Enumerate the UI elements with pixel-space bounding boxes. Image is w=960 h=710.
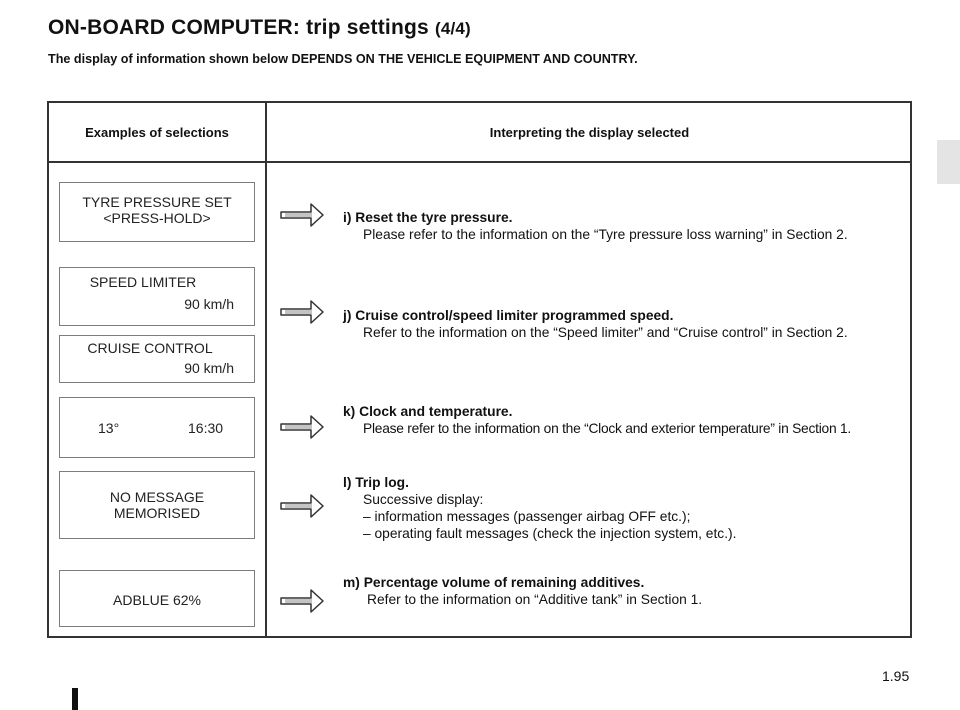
description-line: Please refer to the information on the “Tyre pressure loss warning” in Section 2. — [363, 227, 848, 242]
screen-value: 90 km/h — [184, 360, 234, 376]
description-heading: l) Trip log. — [343, 475, 409, 490]
arrow-right-icon — [279, 491, 325, 521]
column-header-interpretation: Interpreting the display selected — [489, 125, 690, 140]
column-header-selections: Examples of selections — [85, 125, 229, 140]
page-subtitle: The display of information shown below DEPENDS ON THE VEHICLE EQUIPMENT AND COUNTRY. — [48, 52, 638, 66]
display-adblue — [59, 570, 255, 627]
screen-line: SPEED LIMITER — [89, 274, 197, 290]
description-m — [343, 574, 702, 608]
screen-line: <PRESS-HOLD> — [103, 210, 211, 226]
description-line: Refer to the information on “Additive tank” in Section 1. — [367, 592, 703, 607]
arrow-right-icon — [279, 586, 325, 616]
description-heading: i) Reset the tyre pressure. — [343, 210, 513, 225]
arrow-right-icon — [279, 200, 325, 230]
arrow-right-icon — [279, 297, 325, 327]
arrow-right-icon — [279, 412, 325, 442]
display-clock-temperature — [59, 397, 255, 458]
description-line: Refer to the information on the “Speed limiter” and “Cruise control” in Section 2. — [363, 325, 848, 340]
screen-temperature: 13° — [98, 420, 120, 436]
description-j — [343, 307, 848, 341]
title-text: ON-BOARD COMPUTER: trip settings — [48, 16, 429, 39]
screen-line: CRUISE CONTROL — [87, 340, 213, 356]
description-line: Successive display: — [363, 492, 484, 507]
page-number: 1.95 — [882, 668, 910, 684]
section-side-tab — [937, 140, 960, 184]
title-part: (4/4) — [434, 19, 471, 38]
screen-line: ADBLUE 62% — [113, 592, 201, 608]
description-i — [343, 209, 848, 243]
description-line: – operating fault messages (check the injection system, etc.). — [363, 526, 737, 541]
page-title — [48, 16, 471, 40]
screen-time: 16:30 — [188, 420, 224, 436]
display-no-message — [59, 471, 255, 539]
description-heading: j) Cruise control/speed limiter programmed speed. — [343, 308, 674, 323]
corner-mark — [72, 688, 78, 710]
column-divider — [265, 103, 267, 636]
description-k — [343, 403, 851, 437]
description-l — [343, 474, 736, 542]
display-speed-limiter — [59, 267, 255, 326]
display-tyre-pressure — [59, 182, 255, 242]
screen-value: 90 km/h — [184, 296, 234, 312]
screen-line: NO MESSAGE — [109, 489, 205, 505]
header-divider — [49, 161, 910, 163]
description-line: – information messages (passenger airbag OFF etc.); — [363, 509, 691, 524]
screen-line: MEMORISED — [113, 505, 201, 521]
screen-line: TYRE PRESSURE SET — [82, 194, 232, 210]
description-heading: k) Clock and temperature. — [343, 404, 513, 419]
description-line: Please refer to the information on the “Clock and exterior temperature” in Section 1. — [363, 421, 851, 436]
description-heading: m) Percentage volume of remaining additives. — [343, 575, 645, 590]
selection-table — [47, 101, 912, 638]
display-cruise-control — [59, 335, 255, 383]
